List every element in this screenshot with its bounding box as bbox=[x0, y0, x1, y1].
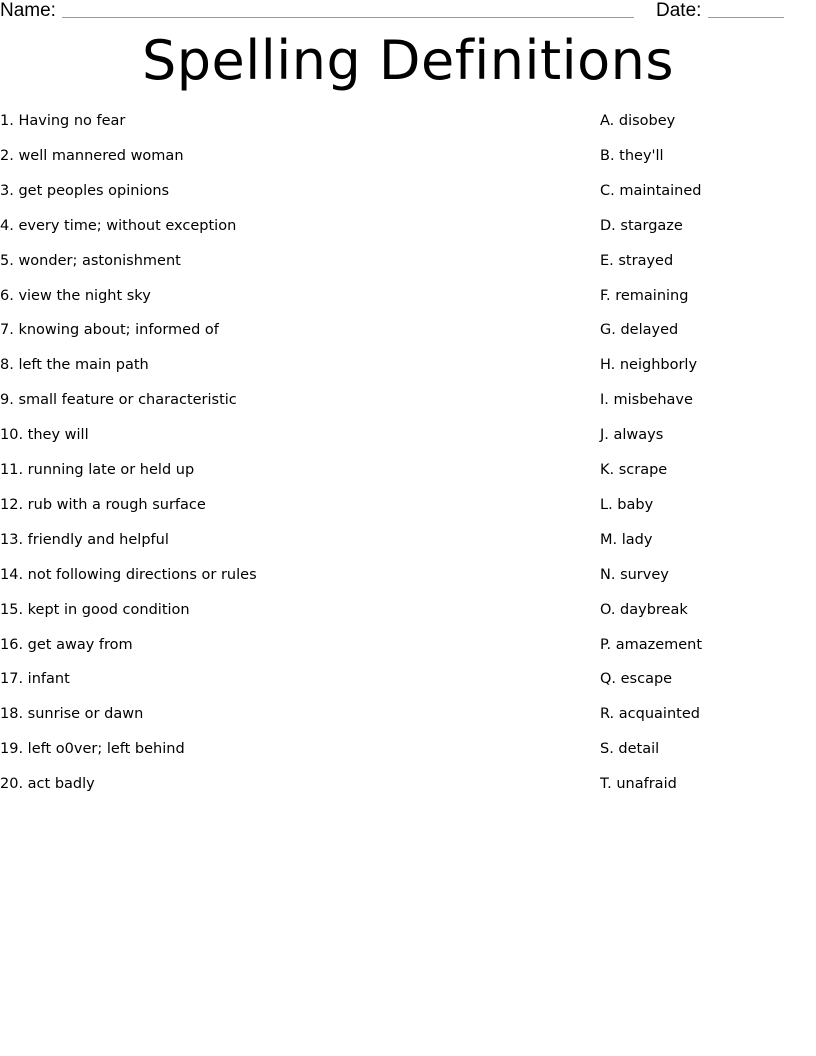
date-label: Date: bbox=[656, 0, 702, 21]
clue-item: 4. every time; without exception bbox=[0, 217, 237, 234]
answer-item: D. stargaze bbox=[600, 217, 683, 234]
clue-item: 3. get peoples opinions bbox=[0, 182, 170, 199]
answer-item: K. scrape bbox=[600, 462, 668, 478]
answer-item: S. detail bbox=[600, 741, 660, 758]
answer-item: N. survey bbox=[600, 566, 669, 583]
clue-item: 9. small feature or characteristic bbox=[0, 392, 237, 409]
answer-item: L. baby bbox=[600, 496, 654, 513]
name-label: Name: bbox=[0, 0, 56, 21]
answer-item: A. disobey bbox=[600, 113, 676, 129]
answer-item: Q. escape bbox=[600, 671, 673, 688]
clue-item: 10. they will bbox=[0, 427, 89, 444]
clue-item: 8. left the main path bbox=[0, 357, 149, 374]
clue-item: 2. well mannered woman bbox=[0, 147, 184, 164]
page-title: Spelling Definitions bbox=[141, 29, 675, 92]
answer-item: B. they'll bbox=[600, 147, 664, 164]
answer-item: G. delayed bbox=[600, 322, 679, 339]
name-field[interactable] bbox=[62, 17, 634, 18]
answer-item: M. lady bbox=[600, 531, 653, 548]
answer-item: H. neighborly bbox=[600, 357, 698, 374]
answer-item: C. maintained bbox=[600, 182, 702, 199]
clue-item: 20. act badly bbox=[0, 776, 95, 793]
answer-item: P. amazement bbox=[600, 636, 703, 653]
clue-item: 14. not following directions or rules bbox=[0, 566, 257, 583]
clue-item: 7. knowing about; informed of bbox=[0, 322, 219, 339]
answer-item: T. unafraid bbox=[600, 776, 677, 793]
clue-item: 12. rub with a rough surface bbox=[0, 496, 206, 513]
answer-item: J. always bbox=[600, 427, 664, 444]
answer-item: R. acquainted bbox=[600, 706, 700, 723]
clue-item: 11. running late or held up bbox=[0, 462, 195, 478]
clue-item: 5. wonder; astonishment bbox=[0, 252, 181, 269]
answer-item: O. daybreak bbox=[600, 601, 688, 618]
answer-item: E. strayed bbox=[600, 252, 674, 269]
clue-item: 17. infant bbox=[0, 671, 70, 688]
answer-item: I. misbehave bbox=[600, 392, 693, 409]
answer-item: F. remaining bbox=[600, 287, 689, 304]
clue-item: 1. Having no fear bbox=[0, 113, 126, 129]
clue-item: 6. view the night sky bbox=[0, 287, 151, 304]
clue-item: 19. left o0ver; left behind bbox=[0, 741, 185, 758]
clue-item: 18. sunrise or dawn bbox=[0, 706, 144, 723]
date-field[interactable] bbox=[708, 17, 784, 18]
clue-item: 13. friendly and helpful bbox=[0, 531, 169, 548]
clue-item: 16. get away from bbox=[0, 636, 133, 653]
clue-item: 15. kept in good condition bbox=[0, 601, 190, 618]
